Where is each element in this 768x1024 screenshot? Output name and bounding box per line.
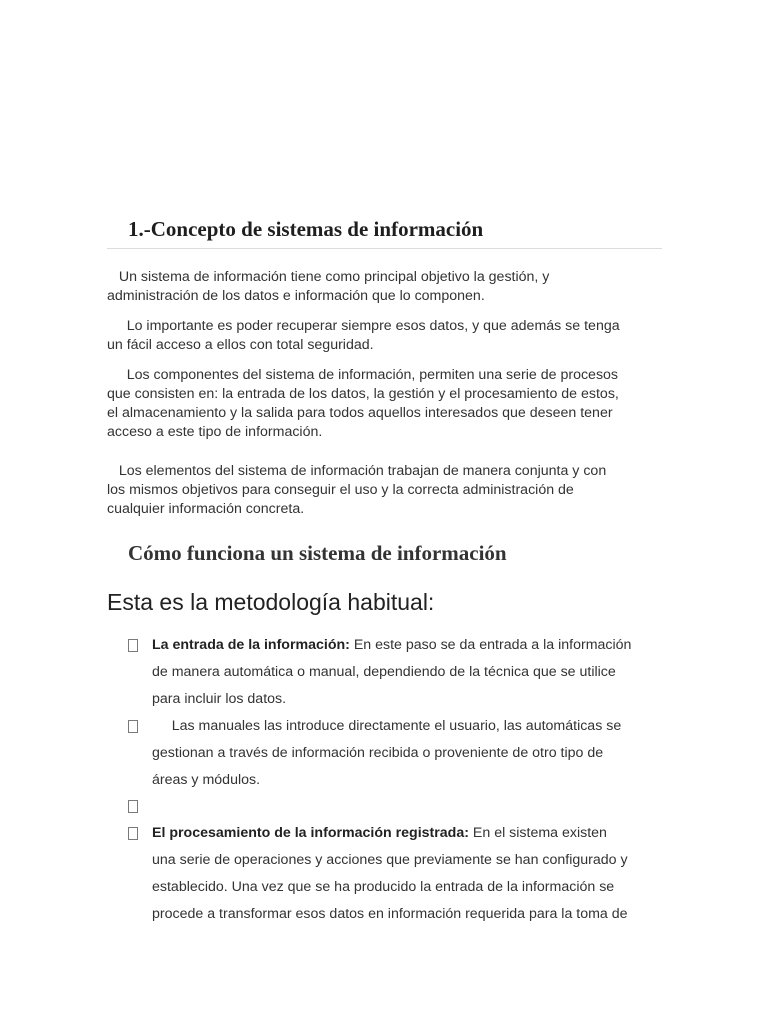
paragraph-line: el almacenamiento y la salida para todos aquellos interesados que deseen tener	[107, 405, 613, 421]
list-item-bold-label: El procesamiento de la información registrada:	[152, 825, 469, 841]
paragraph-line: Los componentes del sistema de información, permiten una serie de procesos	[107, 367, 619, 383]
paragraph-4	[107, 462, 667, 519]
list-item-bold-label: La entrada de la información:	[152, 637, 350, 653]
list-item-text: áreas y módulos.	[152, 772, 261, 788]
list-item	[152, 713, 667, 794]
list-item	[152, 820, 667, 928]
paragraph-2	[107, 317, 667, 355]
methodology-title: Esta es la metodología habitual:	[107, 589, 435, 615]
bullet-placeholder-icon	[128, 800, 138, 813]
heading-divider	[107, 248, 662, 249]
paragraph-line: Lo importante es poder recuperar siempre esos datos, y que además se tenga	[107, 318, 620, 334]
paragraph-line: los mismos objetivos para conseguir el uso y la correcta administración de	[107, 482, 574, 498]
subheading: Cómo funciona un sistema de información	[128, 541, 507, 565]
list-item-text: de manera automática o manual, dependiendo de la técnica que se utilice	[152, 664, 616, 680]
paragraph-line: que consisten en: la entrada de los datos, la gestión y el procesamiento de estos,	[107, 386, 619, 402]
section-heading: 1.-Concepto de sistemas de información	[128, 217, 484, 241]
bullet-placeholder-icon	[128, 639, 138, 652]
list-item	[152, 632, 667, 713]
list-item-text: gestionan a través de información recibida o proveniente de otro tipo de	[152, 745, 604, 761]
paragraph-1	[107, 268, 667, 306]
paragraph-line: Un sistema de información tiene como principal objetivo la gestión, y	[107, 269, 550, 285]
list-item-text: para incluir los datos.	[152, 691, 287, 707]
list-item-text: Las manuales las introduce directamente el usuario, las automáticas se	[152, 718, 622, 734]
paragraph-line: un fácil acceso a ellos con total seguridad.	[107, 337, 374, 353]
paragraph-line: acceso a este tipo de información.	[107, 424, 323, 440]
list-item-text: En este paso se da entrada a la información	[349, 637, 632, 653]
bullet-placeholder-icon	[128, 720, 138, 733]
paragraph-line: Los elementos del sistema de información trabajan de manera conjunta y con	[107, 463, 607, 479]
paragraph-3	[107, 366, 667, 442]
paragraph-line: administración de los datos e información que lo componen.	[107, 288, 485, 304]
list-item-text: En el sistema existen	[468, 825, 607, 841]
list-item-text: una serie de operaciones y acciones que previamente se han configurado y	[152, 852, 628, 868]
list-item-text: procede a transformar esos datos en información requerida para la toma de	[152, 906, 628, 922]
list-item-first-line	[152, 820, 667, 847]
bullet-placeholder-icon	[128, 827, 138, 840]
list-item-text: establecido. Una vez que se ha producido la entrada de la información se	[152, 879, 615, 895]
paragraph-line: cualquier información concreta.	[107, 501, 305, 517]
list-item-first-line	[152, 632, 667, 659]
